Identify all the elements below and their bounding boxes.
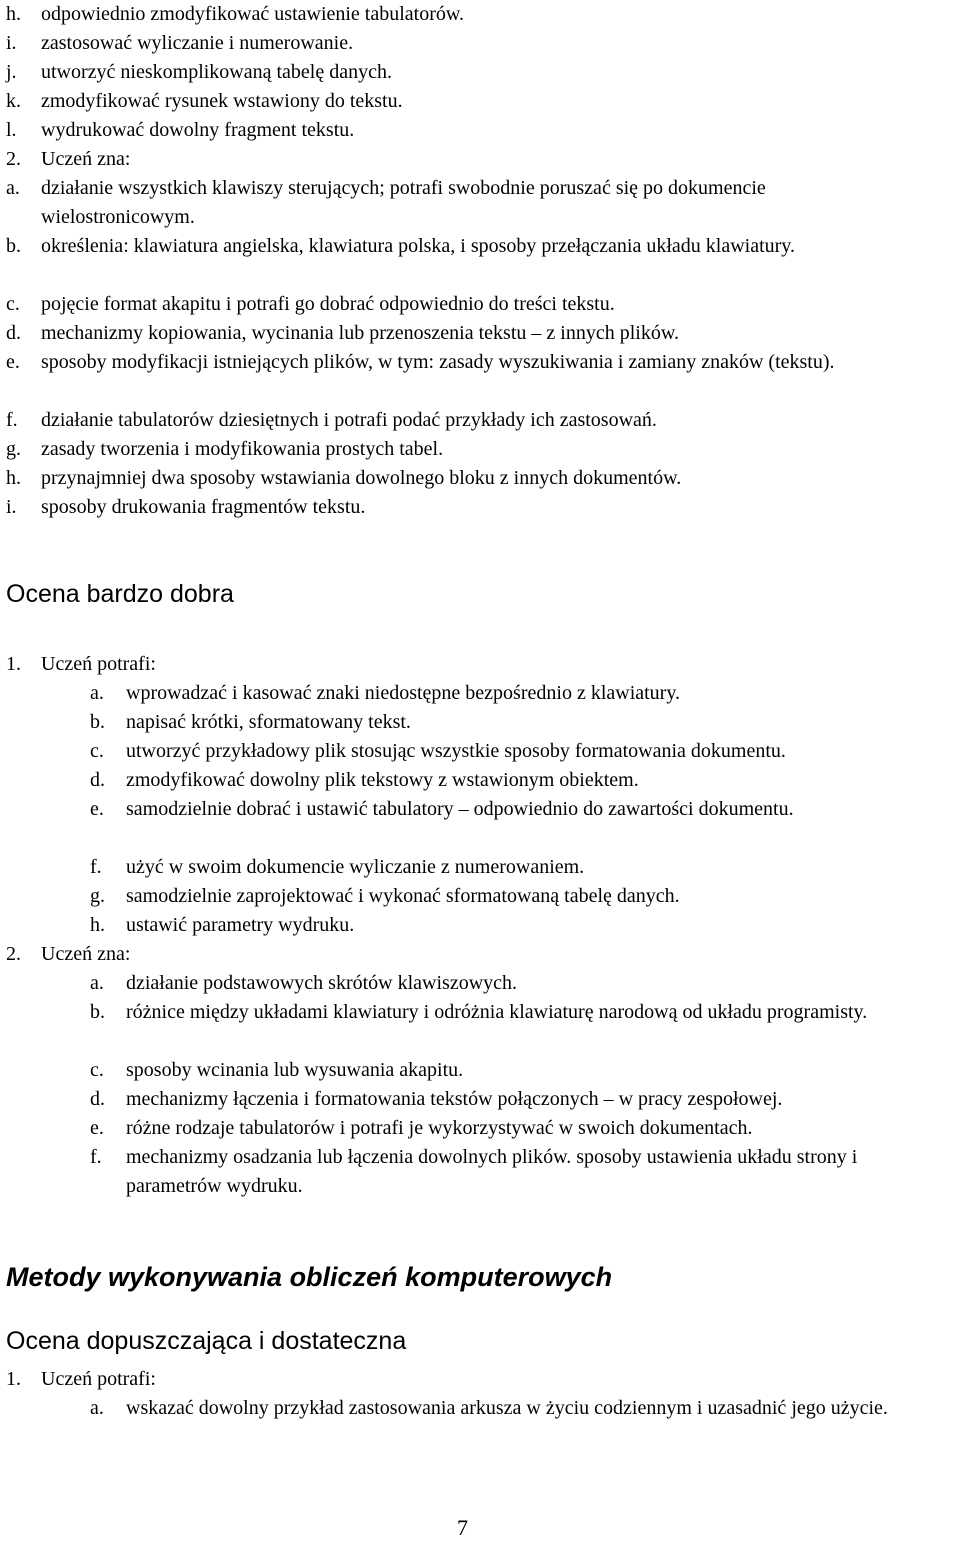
list-item <box>0 940 960 969</box>
item-text: ustawić parametry wydruku. <box>126 914 355 936</box>
page-number: 7 <box>457 1515 468 1540</box>
grade-heading-sufficient: Ocena dopuszczająca i dostateczna <box>6 1327 407 1355</box>
item-label: h. <box>90 914 105 936</box>
item-text: mechanizmy osadzania lub łączenia dowolnych plików. sposoby ustawienia układu strony i parametrów wydruku. <box>126 1146 858 1197</box>
item-label: j. <box>6 61 17 83</box>
item-text: wydrukować dowolny fragment tekstu. <box>41 119 355 141</box>
item-text: Uczeń potrafi: <box>41 653 156 675</box>
list-item <box>0 737 960 766</box>
item-label: l. <box>6 119 17 141</box>
item-text: różne rodzaje tabulatorów i potrafi je wykorzystywać w swoich dokumentach. <box>126 1117 753 1139</box>
criteria-list-continued <box>0 0 960 522</box>
item-text: określenia: klawiatura angielska, klawiatura polska, i sposoby przełączania układu klawiatury. <box>41 235 795 257</box>
list-item <box>0 145 960 174</box>
item-text: wprowadzać i kasować znaki niedostępne bezpośrednio z klawiatury. <box>126 682 681 704</box>
item-label: c. <box>90 740 104 762</box>
item-text: samodzielnie dobrać i ustawić tabulatory – odpowiednio do zawartości dokumentu. <box>126 798 794 820</box>
item-label: 1. <box>6 1368 21 1390</box>
list-item <box>0 87 960 116</box>
item-label: 2. <box>6 943 21 965</box>
item-text: zmodyfikować rysunek wstawiony do tekstu. <box>41 90 403 112</box>
item-text: mechanizmy łączenia i formatowania tekstów połączonych – w pracy zespołowej. <box>126 1088 783 1110</box>
item-label: e. <box>6 351 20 373</box>
criteria-list-very-good <box>0 650 960 1201</box>
list-item <box>0 969 960 998</box>
list-item <box>0 795 960 853</box>
list-item <box>0 290 960 319</box>
item-text: przynajmniej dwa sposoby wstawiania dowolnego bloku z innych dokumentów. <box>41 467 682 489</box>
list-item <box>0 1085 960 1114</box>
item-label: a. <box>6 177 20 199</box>
item-label: b. <box>90 711 105 733</box>
item-text: zmodyfikować dowolny plik tekstowy z wstawionym obiektem. <box>126 769 639 791</box>
list-item <box>0 766 960 795</box>
item-label: k. <box>6 90 21 112</box>
item-label: f. <box>90 856 102 878</box>
item-text: Uczeń zna: <box>41 148 131 170</box>
criteria-list-sufficient <box>0 1365 960 1452</box>
list-item <box>0 319 960 348</box>
list-item <box>0 435 960 464</box>
item-label: f. <box>6 409 18 431</box>
list-item <box>0 1143 960 1201</box>
item-label: c. <box>6 293 20 315</box>
list-item <box>0 679 960 708</box>
item-label: i. <box>6 32 17 54</box>
item-label: h. <box>6 467 21 489</box>
item-text: samodzielnie zaprojektować i wykonać sformatowaną tabelę danych. <box>126 885 680 907</box>
item-text: utworzyć nieskomplikowaną tabelę danych. <box>41 61 392 83</box>
item-text: zastosować wyliczanie i numerowanie. <box>41 32 354 54</box>
list-item <box>0 998 960 1056</box>
item-label: a. <box>90 1397 104 1419</box>
list-item <box>0 1114 960 1143</box>
item-text: napisać krótki, sformatowany tekst. <box>126 711 411 733</box>
item-label: e. <box>90 798 104 820</box>
list-item <box>0 650 960 679</box>
list-item <box>0 58 960 87</box>
list-item <box>0 882 960 911</box>
list-item <box>0 1394 960 1452</box>
item-text: działanie podstawowych skrótów klawiszowych. <box>126 972 518 994</box>
section-title: Metody wykonywania obliczeń komputerowych <box>6 1262 613 1292</box>
list-item <box>0 0 960 29</box>
item-text: sposoby modyfikacji istniejących plików, w tym: zasady wyszukiwania i zamiany znaków (tekstu). <box>41 351 835 373</box>
list-item <box>0 1365 960 1394</box>
item-label: 2. <box>6 148 21 170</box>
item-label: c. <box>90 1059 104 1081</box>
item-label: d. <box>90 769 105 791</box>
item-label: d. <box>6 322 21 344</box>
item-text: sposoby drukowania fragmentów tekstu. <box>41 496 366 518</box>
list-item <box>0 406 960 435</box>
list-item <box>0 911 960 940</box>
item-label: g. <box>90 885 105 907</box>
item-label: d. <box>90 1088 105 1110</box>
list-item <box>0 708 960 737</box>
list-item <box>0 29 960 58</box>
item-text: Uczeń potrafi: <box>41 1368 156 1390</box>
item-text: różnice między układami klawiatury i odróżnia klawiaturę narodową od układu programisty. <box>126 1001 868 1023</box>
list-item <box>0 464 960 493</box>
item-text: mechanizmy kopiowania, wycinania lub przenoszenia tekstu – z innych plików. <box>41 322 679 344</box>
list-item <box>0 853 960 882</box>
item-text: pojęcie format akapitu i potrafi go dobrać odpowiednio do treści tekstu. <box>41 293 615 315</box>
item-label: f. <box>90 1146 102 1168</box>
item-text: użyć w swoim dokumencie wyliczanie z numerowaniem. <box>126 856 585 878</box>
item-label: a. <box>90 682 104 704</box>
item-label: i. <box>6 496 17 518</box>
item-text: odpowiednio zmodyfikować ustawienie tabulatorów. <box>41 3 465 25</box>
item-text: Uczeń zna: <box>41 943 131 965</box>
item-label: a. <box>90 972 104 994</box>
list-item <box>0 232 960 290</box>
item-label: b. <box>6 235 21 257</box>
item-text: wskazać dowolny przykład zastosowania arkusza w życiu codziennym i uzasadnić jego użycie. <box>126 1397 888 1419</box>
list-item <box>0 174 960 232</box>
item-label: g. <box>6 438 21 460</box>
list-item <box>0 1056 960 1085</box>
item-text: działanie wszystkich klawiszy sterujących; potrafi swobodnie poruszać się po dokumencie wielostronicowym. <box>41 177 766 228</box>
item-text: utworzyć przykładowy plik stosując wszystkie sposoby formatowania dokumentu. <box>126 740 786 762</box>
item-label: e. <box>90 1117 104 1139</box>
item-label: 1. <box>6 653 21 675</box>
list-item <box>0 493 960 522</box>
item-label: h. <box>6 3 21 25</box>
grade-heading-very-good: Ocena bardzo dobra <box>6 580 234 608</box>
item-text: sposoby wcinania lub wysuwania akapitu. <box>126 1059 464 1081</box>
list-item <box>0 348 960 406</box>
list-item <box>0 116 960 145</box>
item-label: b. <box>90 1001 105 1023</box>
item-text: zasady tworzenia i modyfikowania prostych tabel. <box>41 438 444 460</box>
item-text: działanie tabulatorów dziesiętnych i potrafi podać przykłady ich zastosowań. <box>41 409 657 431</box>
